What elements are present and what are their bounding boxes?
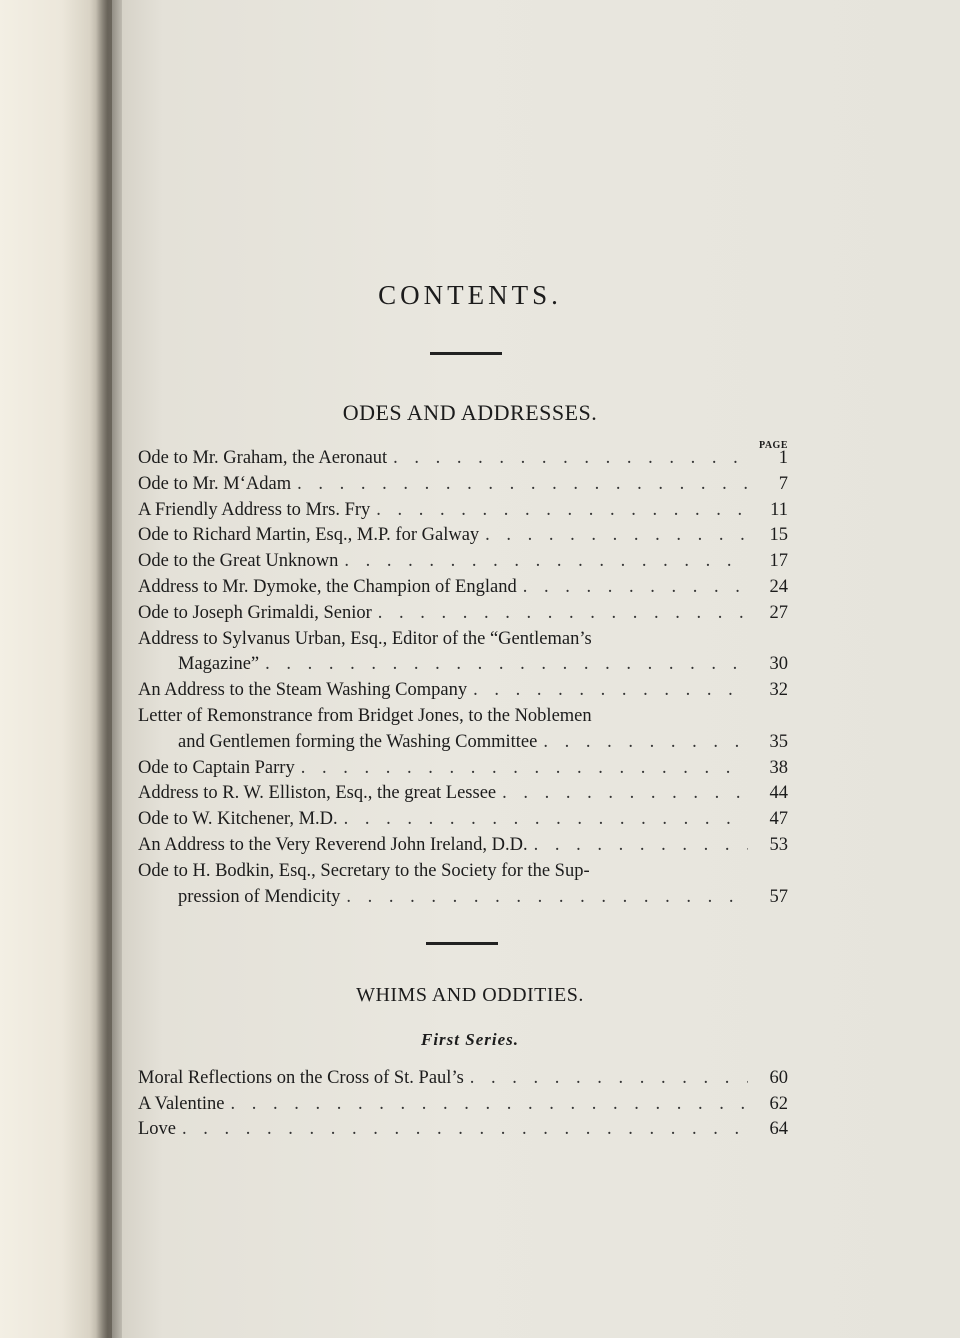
toc-entry-line <box>138 756 788 782</box>
section-heading-whims: WHIMS AND ODDITIES. <box>356 984 584 1006</box>
leader-dots <box>543 730 748 756</box>
toc-entry <box>138 627 788 679</box>
toc-entry-title: Address to R. W. Elliston, Esq., the great Lessee <box>138 783 497 804</box>
toc-entry-line <box>138 472 788 498</box>
toc-page-number: 7 <box>778 473 788 494</box>
toc-page-number: 47 <box>769 809 788 830</box>
toc-page-number: 27 <box>769 602 788 623</box>
toc-page-number: 15 <box>769 525 788 546</box>
toc-entry-line <box>138 781 788 807</box>
leader-dots <box>265 652 748 678</box>
toc-entry-title: Address to Mr. Dymoke, the Champion of England <box>138 576 517 597</box>
toc-entry <box>138 472 788 498</box>
toc-page-number: 35 <box>769 731 788 752</box>
toc-entry-title: Love <box>138 1119 177 1140</box>
toc-page-number: 62 <box>769 1093 788 1114</box>
toc-page-number: 1 <box>778 448 788 468</box>
toc-entry-line <box>138 575 788 601</box>
leader-dots <box>346 885 748 911</box>
toc-page-number: 32 <box>769 680 788 701</box>
toc-page-number: 30 <box>769 654 788 675</box>
page-title: CONTENTS. <box>378 280 562 310</box>
toc-entry <box>138 1117 788 1143</box>
toc-entry-line <box>138 859 788 885</box>
toc-entry <box>138 704 788 756</box>
toc-entry-title: Ode to Richard Martin, Esq., M.P. for Galway <box>138 525 480 546</box>
leader-dots <box>378 601 748 627</box>
toc-entry-line <box>138 1092 788 1118</box>
leader-dots <box>534 833 748 859</box>
toc-entry-title: Magazine” <box>178 654 260 675</box>
toc-entry-line <box>138 652 788 678</box>
toc-entry <box>138 446 788 472</box>
toc-entry <box>138 678 788 704</box>
toc-entry <box>138 523 788 549</box>
toc-entry <box>138 1066 788 1092</box>
leader-dots <box>485 523 748 549</box>
toc-entry-title: A Friendly Address to Mrs. Fry <box>138 499 371 520</box>
toc-page-number: 24 <box>769 576 788 597</box>
toc-entry <box>138 756 788 782</box>
toc-entry-title: and Gentlemen forming the Washing Committee <box>178 731 538 752</box>
toc-entry <box>138 498 788 524</box>
toc-entry-line <box>138 446 788 472</box>
toc-entry-line <box>138 627 788 653</box>
toc-page-number: 60 <box>769 1068 788 1088</box>
leader-dots <box>344 807 748 833</box>
leader-dots <box>297 472 748 498</box>
toc-entry <box>138 601 788 627</box>
leader-dots <box>344 549 748 575</box>
toc-entry-line <box>138 549 788 575</box>
leader-dots <box>502 781 748 807</box>
toc-entry-line <box>138 523 788 549</box>
toc-entry <box>138 859 788 911</box>
page-column-header: PAGE <box>758 440 788 451</box>
toc-page-number: 11 <box>770 499 788 520</box>
toc-entry-line <box>138 807 788 833</box>
toc-page-number: 57 <box>769 886 788 907</box>
toc-entry-line <box>138 498 788 524</box>
toc-entry <box>138 575 788 601</box>
toc-entry <box>138 833 788 859</box>
leader-dots <box>182 1117 748 1143</box>
toc-entry-title: Ode to Joseph Grimaldi, Senior <box>138 602 372 623</box>
toc-page-number: 64 <box>769 1119 788 1140</box>
toc-entry-title: Ode to the Great Unknown <box>138 551 339 572</box>
leader-dots <box>301 756 748 782</box>
toc-entry <box>138 549 788 575</box>
toc-entry-line <box>138 678 788 704</box>
toc-entry-line <box>138 730 788 756</box>
toc-entry-line <box>138 704 788 730</box>
leader-dots <box>231 1092 749 1118</box>
toc-entry-title: pression of Mendicity <box>178 886 341 907</box>
toc-entry-title: Ode to Mr. Graham, the Aeronaut <box>138 448 388 468</box>
toc-entry-title: An Address to the Steam Washing Company <box>138 680 468 701</box>
toc-entry-title: Ode to Mr. M‘Adam <box>138 473 292 494</box>
toc-entry-line <box>138 1066 788 1092</box>
subsection-heading: First Series. <box>420 1030 520 1049</box>
toc-page-number: 38 <box>769 757 788 778</box>
toc-entry-title: A Valentine <box>138 1093 225 1114</box>
toc-entry <box>138 781 788 807</box>
toc-entry-line <box>138 601 788 627</box>
section-rule <box>426 942 498 945</box>
section-heading-odes: ODES AND ADDRESSES. <box>342 400 598 425</box>
toc-entry-title: Moral Reflections on the Cross of St. Paul’s <box>138 1068 464 1088</box>
toc-entry-title: Ode to Captain Parry <box>138 757 295 778</box>
toc-entry-title: An Address to the Very Reverend John Ireland, D.D. <box>138 834 528 855</box>
toc-entry-title: Ode to W. Kitchener, M.D. <box>138 809 338 830</box>
toc-list-whims <box>138 1066 788 1143</box>
leader-dots <box>473 678 748 704</box>
toc-entry-title: Address to Sylvanus Urban, Esq., Editor of the “Gentleman’s <box>138 628 592 649</box>
toc-entry-title: Ode to H. Bodkin, Esq., Secretary to the Society for the Sup- <box>138 860 590 881</box>
toc-entry-line <box>138 1117 788 1143</box>
leader-dots <box>523 575 748 601</box>
toc-entry <box>138 1092 788 1118</box>
toc-entry-title: Letter of Remonstrance from Bridget Jones, to the Noblemen <box>138 705 592 726</box>
toc-page-number: 44 <box>769 783 788 804</box>
toc-entry <box>138 807 788 833</box>
leader-dots <box>393 446 748 472</box>
leader-dots <box>470 1066 748 1092</box>
toc-entry-line <box>138 833 788 859</box>
toc-list-odes <box>138 446 788 910</box>
toc-entry-line <box>138 885 788 911</box>
toc-page-number: 17 <box>769 551 788 572</box>
title-rule <box>430 352 502 355</box>
leader-dots <box>376 498 748 524</box>
toc-page-number: 53 <box>769 834 788 855</box>
